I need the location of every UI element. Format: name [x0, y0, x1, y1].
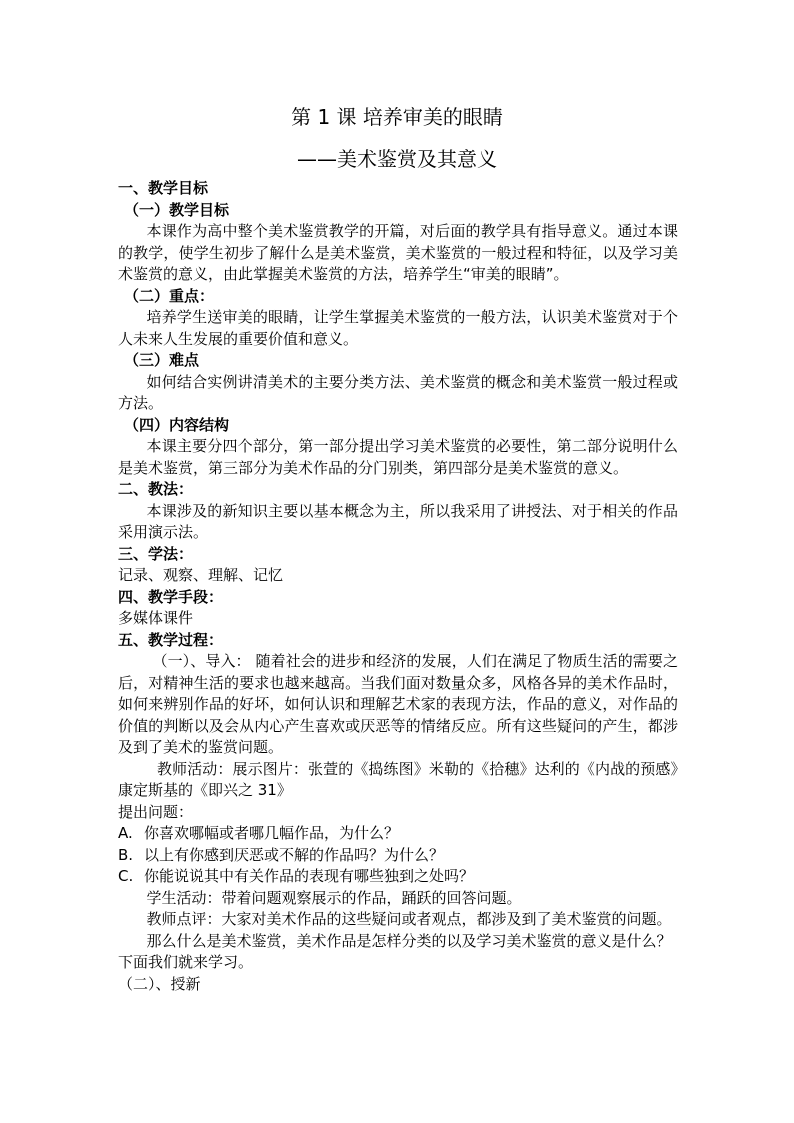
structure-paragraph: 本课主要分四个部分，第一部分提出学习美术鉴赏的必要性，第二部分说明什么是美术鉴赏，第三部分为美术作品的分门别类，第四部分是美术鉴赏的意义。 — [118, 437, 678, 477]
subheading-key-points: （二）重点： — [124, 286, 215, 305]
list-item — [118, 866, 678, 888]
question-label: B. — [118, 845, 134, 864]
list-item — [118, 845, 678, 867]
question-label: A. — [118, 824, 133, 842]
student-activity-paragraph: 学生活动：带着问题观察展示的作品，踊跃的回答问题。 — [146, 888, 522, 907]
question-text: 你能说说其中有关作品的表现有哪些独到之处吗？ — [144, 867, 475, 885]
lesson-title: 第 1 课 培养审美的眼睛 — [291, 105, 503, 129]
question-text: 你喜欢哪幅或者哪几幅作品，为什么？ — [144, 824, 400, 842]
goal-paragraph: 本课作为高中整个美术鉴赏教学的开篇，对后面的教学具有指导意义。通过本课的教学，使学生初步了解什么是美术鉴赏，美术鉴赏的一般过程和特征，以及学习美术鉴赏的意义，由此掌握美术鉴赏的方法，培养学生“审美的眼睛”。 — [118, 222, 678, 283]
next-text: 下面我们就来学习。 — [118, 953, 254, 971]
teacher-comment-paragraph: 教师点评：大家对美术作品的这些疑问或者观点，都涉及到了美术鉴赏的问题。 — [146, 910, 672, 928]
section-heading-objectives: 一、教学目标 — [118, 179, 209, 197]
teaching-method-paragraph: 本课涉及的新知识主要以基本概念为主，所以我采用了讲授法、对于相关的作品采用演示法。 — [118, 501, 678, 541]
intro-paragraph: （一）、导入： 随着社会的进步和经济的发展，人们在满足了物质生活的需要之后，对精神生活的要求也越来越高。当我们面对数量众多，风格各异的美术作品时，如何来辨别作品的好坏，如何认识和理解艺术家的表现方法，作品的意义，对作品的价值的判断以及会从内心产生喜欢或厌恶等的情绪反应。所有这些疑问的产生，都涉及到了美术的鉴赏问题。 — [118, 652, 678, 756]
list-item — [118, 823, 678, 845]
document-body — [118, 178, 678, 995]
lesson-subtitle: ——美术鉴赏及其意义 — [297, 147, 497, 171]
section-heading-teaching-means: 四、教学手段： — [118, 587, 224, 606]
teacher-activity-paragraph: 教师活动：展示图片：张萱的《捣练图》米勒的《拾穗》达利的《内战的预感》康定斯基的《即兴之 31》 — [118, 759, 678, 799]
section-heading-learning-method: 三、学法： — [118, 544, 194, 563]
questions-label: 提出问题： — [118, 802, 194, 821]
section-heading-process: 五、教学过程： — [118, 630, 224, 649]
difficulty-paragraph: 如何结合实例讲清美术的主要分类方法、美术鉴赏的概念和美术鉴赏一般过程或方法。 — [118, 372, 678, 412]
subheading-difficulty: （三）难点 — [124, 351, 200, 369]
question-text: 以上有你感到厌恶或不解的作品吗？为什么？ — [144, 845, 445, 864]
teaching-means-text: 多媒体课件 — [118, 609, 194, 627]
questions-list — [118, 823, 678, 888]
question-label: C. — [118, 867, 134, 885]
section-heading-teaching-method: 二、教法： — [118, 480, 194, 498]
key-points-paragraph: 培养学生送审美的眼睛，让学生掌握美术鉴赏的一般方法，认识美术鉴赏对于个人未来人生发展的重要价值和意义。 — [118, 308, 678, 348]
learning-method-text: 记录、观察、理解、记忆 — [118, 566, 284, 584]
subheading-structure: （四）内容结构 — [124, 415, 230, 434]
transition-paragraph: 那么什么是美术鉴赏，美术作品是怎样分类的以及学习美术鉴赏的意义是什么？ — [146, 931, 672, 950]
subheading-goal: （一）教学目标 — [124, 200, 230, 219]
part-two-heading: （二）、授新 — [118, 974, 201, 993]
